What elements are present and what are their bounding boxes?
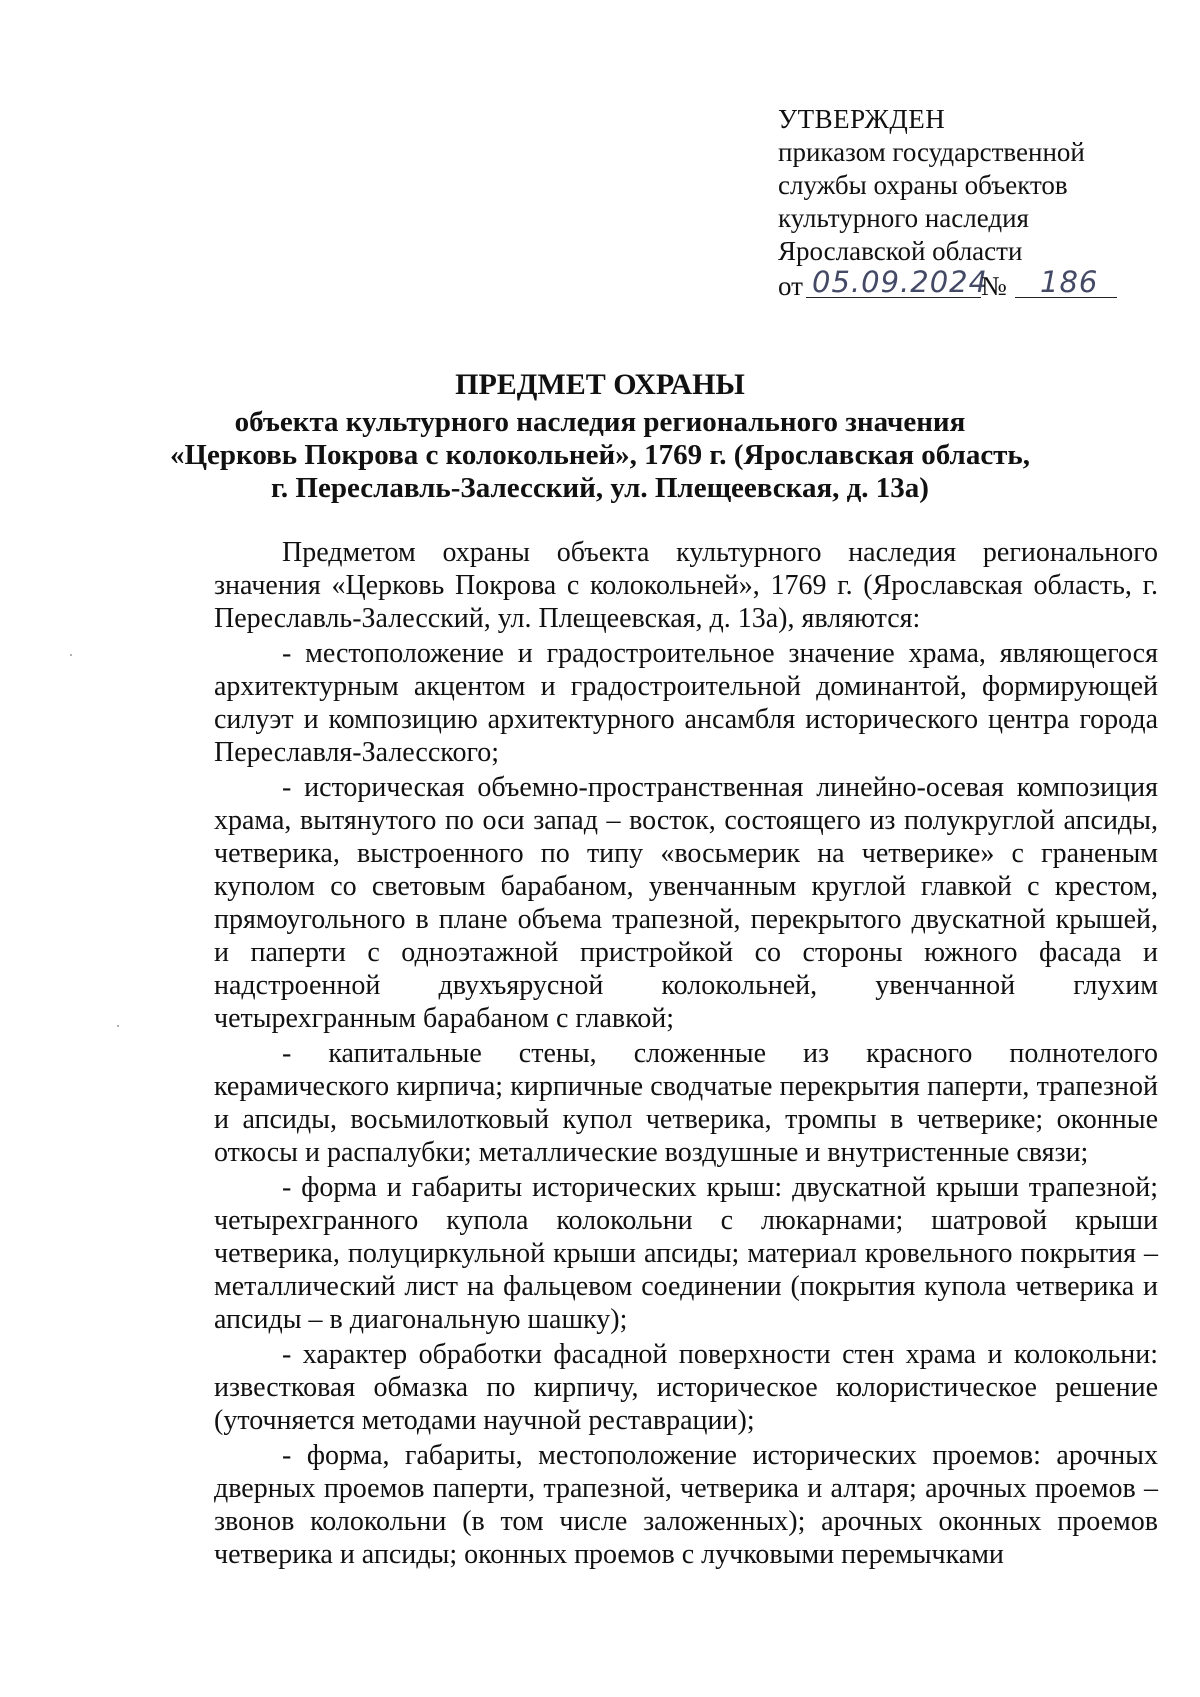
list-item <box>214 1037 1158 1169</box>
intro-paragraph <box>214 536 1158 635</box>
paragraph-first-line: - характер обработки фасадной поверхности стен храма и колокольни: <box>282 1339 1158 1370</box>
approval-title: УТВЕРЖДЕН <box>778 104 946 134</box>
paragraph-first-line: - форма и габариты исторических крыш: двускатной крыши трапезной; <box>282 1172 1158 1203</box>
approval-line: культурного наследия <box>778 203 1029 233</box>
list-item <box>214 1338 1158 1437</box>
scan-speck <box>70 654 72 656</box>
list-item <box>214 771 1158 1035</box>
paragraph-first-line: - историческая объемно-пространственная линейно-осевая композиция <box>282 772 1158 803</box>
paragraph-first-line: - капитальные стены, сложенные из красного полнотелого <box>282 1038 1158 1069</box>
order-date-number-line <box>778 265 1158 301</box>
paragraph-first-line: Предметом охраны объекта культурного наследия регионального <box>282 537 1158 568</box>
approval-line: службы охраны объектов <box>778 170 1068 200</box>
paragraph-first-line: - местоположение и градостроительное значение храма, являющегося <box>282 638 1158 669</box>
handwritten-number: 186 <box>1040 265 1099 299</box>
list-item <box>214 1439 1158 1571</box>
heading-line: г. Переславль-Залесский, ул. Плещеевская, д. 13а) <box>271 472 929 504</box>
paragraph-text: известковая обмазка по кирпичу, историческое колористическое решение (уточняется методами научной реставрации); <box>214 1372 1158 1436</box>
paragraph-text: керамического кирпича; кирпичные сводчатые перекрытия паперти, трапезной и апсиды, восьмилотковый купол четверика, тромпы в четверике; оконные откосы и распалубки; металлические воздушные и внутристенные связи; <box>214 1071 1158 1168</box>
date-prefix: от <box>778 271 803 301</box>
document-heading <box>150 368 1050 505</box>
paragraph-text: дверных проемов паперти, трапезной, четверика и алтаря; арочных проемов – звонов колокольни (в том числе заложенных); арочных оконных проемов четверика и апсиды; оконных проемов с лучковыми перемычками <box>214 1473 1158 1570</box>
heading-title: ПРЕДМЕТ ОХРАНЫ <box>455 368 745 401</box>
paragraph-text: четырехгранного купола колокольни с люкарнами; шатровой крыши четверика, полуциркульной крыши апсиды; материал кровельного покрытия – металлический лист на фальцевом соединении (покрытия купола четверика и апсиды – в диагональную шашку); <box>214 1205 1158 1335</box>
scan-speck <box>117 1025 119 1027</box>
heading-line: «Церковь Покрова с колокольней», 1769 г. (Ярославская область, <box>169 439 1031 471</box>
document-body <box>214 536 1158 1573</box>
approval-block <box>778 103 1158 301</box>
heading-line: объекта культурного наследия регионального значения <box>234 406 966 438</box>
approval-line: приказом государственной <box>778 137 1085 167</box>
paragraph-first-line: - форма, габариты, местоположение исторических проемов: арочных <box>282 1440 1158 1471</box>
number-sign: № <box>981 271 1007 301</box>
approval-line: Ярославской области <box>778 236 1023 266</box>
list-item <box>214 1171 1158 1336</box>
paragraph-text: архитектурным акцентом и градостроительной доминантой, формирующей силуэт и композицию архитектурного ансамбля исторического центра города Переславля-Залесского; <box>214 671 1158 768</box>
paragraph-text: храма, вытянутого по оси запад – восток, состоящего из полукруглой апсиды, четверика, выстроенного по типу «восьмерик на четверике» с граненым куполом со световым барабаном, увенчанным круглой главкой с крестом, прямоугольного в плане объема трапезной, перекрытого двускатной крышей, и паперти с одноэтажной пристройкой со стороны южного фасада и надстроенной двухъярусной колокольней, увенчанной глухим четырехгранным барабаном с главкой; <box>214 805 1158 1034</box>
list-item <box>214 637 1158 769</box>
paragraph-text: значения «Церковь Покрова с колокольней», 1769 г. (Ярославская область, г. Переславль-Залесский, ул. Плещеевская, д. 13а), являются: <box>214 570 1158 634</box>
handwritten-date: 05.09.2024 <box>812 265 989 299</box>
